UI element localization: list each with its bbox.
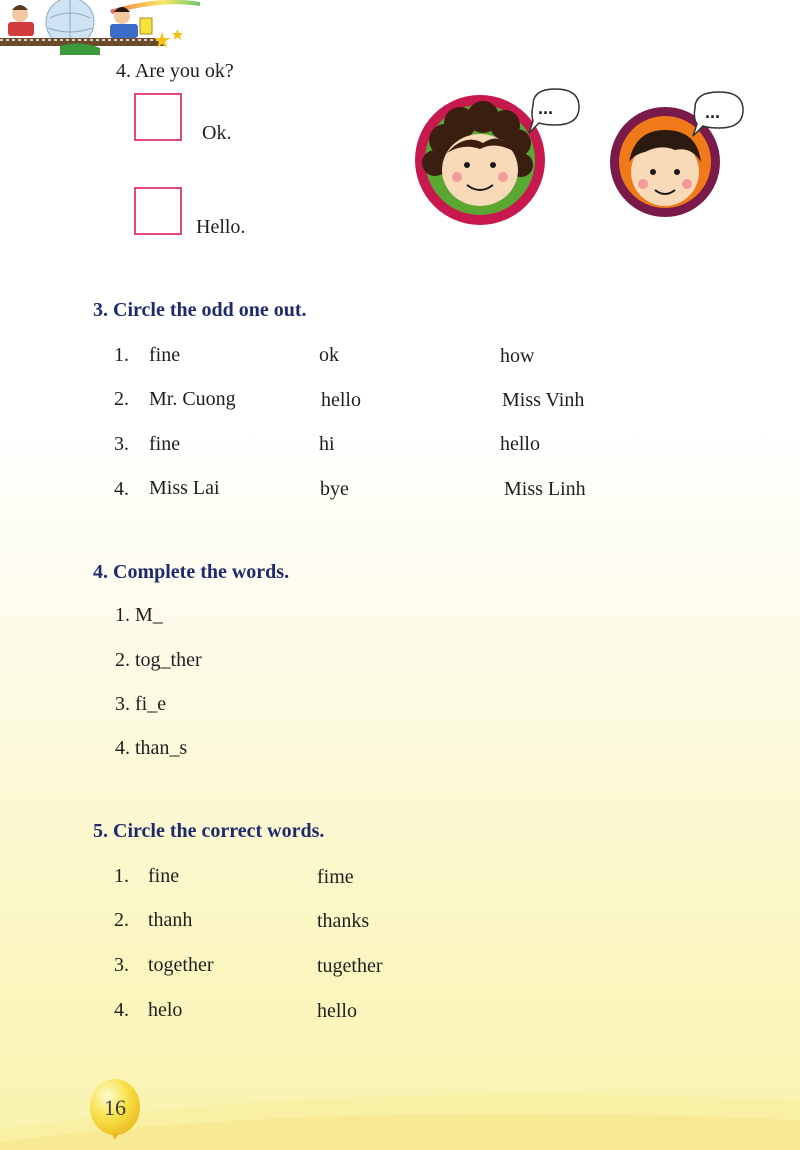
header-illustration (0, 0, 200, 55)
word-option[interactable]: helo (148, 999, 183, 1021)
page-number-badge (88, 1078, 142, 1142)
word-option[interactable]: Miss Vinh (502, 389, 585, 411)
option-label-hello: Hello. (196, 216, 246, 238)
row-number: 4. (114, 999, 129, 1021)
word-option[interactable]: fine (149, 433, 181, 455)
complete-word-item: 2. tog_ther (115, 649, 202, 671)
row-number: 3. (114, 954, 129, 976)
checkbox-hello[interactable] (134, 187, 182, 235)
word-option[interactable]: tugether (317, 955, 383, 977)
girl-avatar-illustration (405, 85, 595, 225)
row-number: 2. (114, 388, 129, 410)
boy-avatar-illustration (605, 90, 765, 225)
word-option[interactable]: thanks (317, 910, 370, 932)
speech-bubble-text-girl: ... (538, 98, 554, 118)
word-option[interactable]: fine (148, 865, 180, 887)
checkbox-ok[interactable] (134, 93, 182, 141)
word-option[interactable]: together (148, 954, 214, 976)
row-number: 2. (114, 909, 129, 931)
speech-bubble-text-boy: ... (705, 102, 721, 122)
section-5-heading: 5. Circle the correct words. (93, 820, 325, 842)
word-option[interactable]: fime (317, 866, 354, 888)
word-option[interactable]: hello (500, 433, 540, 455)
option-label-ok: Ok. (202, 122, 232, 144)
word-option[interactable]: hello (321, 389, 361, 411)
word-option[interactable]: Mr. Cuong (149, 388, 236, 410)
page-number: 16 (104, 1095, 126, 1120)
word-option[interactable]: fine (149, 344, 181, 366)
word-option[interactable]: bye (320, 478, 349, 500)
complete-word-item: 3. fi_e (115, 693, 167, 715)
row-number: 1. (114, 344, 129, 366)
word-option[interactable]: how (500, 345, 535, 367)
section-4-heading: 4. Complete the words. (93, 561, 290, 583)
row-number: 3. (114, 433, 129, 455)
speech-bubble-icon (529, 89, 579, 133)
word-option[interactable]: Miss Lai (149, 477, 220, 499)
word-option[interactable]: hello (317, 1000, 357, 1022)
word-option[interactable]: hi (319, 433, 335, 455)
section-3-heading: 3. Circle the odd one out. (93, 299, 307, 321)
word-option[interactable]: ok (319, 344, 339, 366)
complete-word-item: 4. than_s (115, 737, 188, 759)
row-number: 1. (114, 865, 129, 887)
word-option[interactable]: Miss Linh (504, 478, 586, 500)
complete-word-item: 1. M_ (115, 604, 163, 626)
question-text: 4. Are you ok? (116, 60, 234, 82)
word-option[interactable]: thanh (148, 909, 193, 931)
row-number: 4. (114, 478, 129, 500)
